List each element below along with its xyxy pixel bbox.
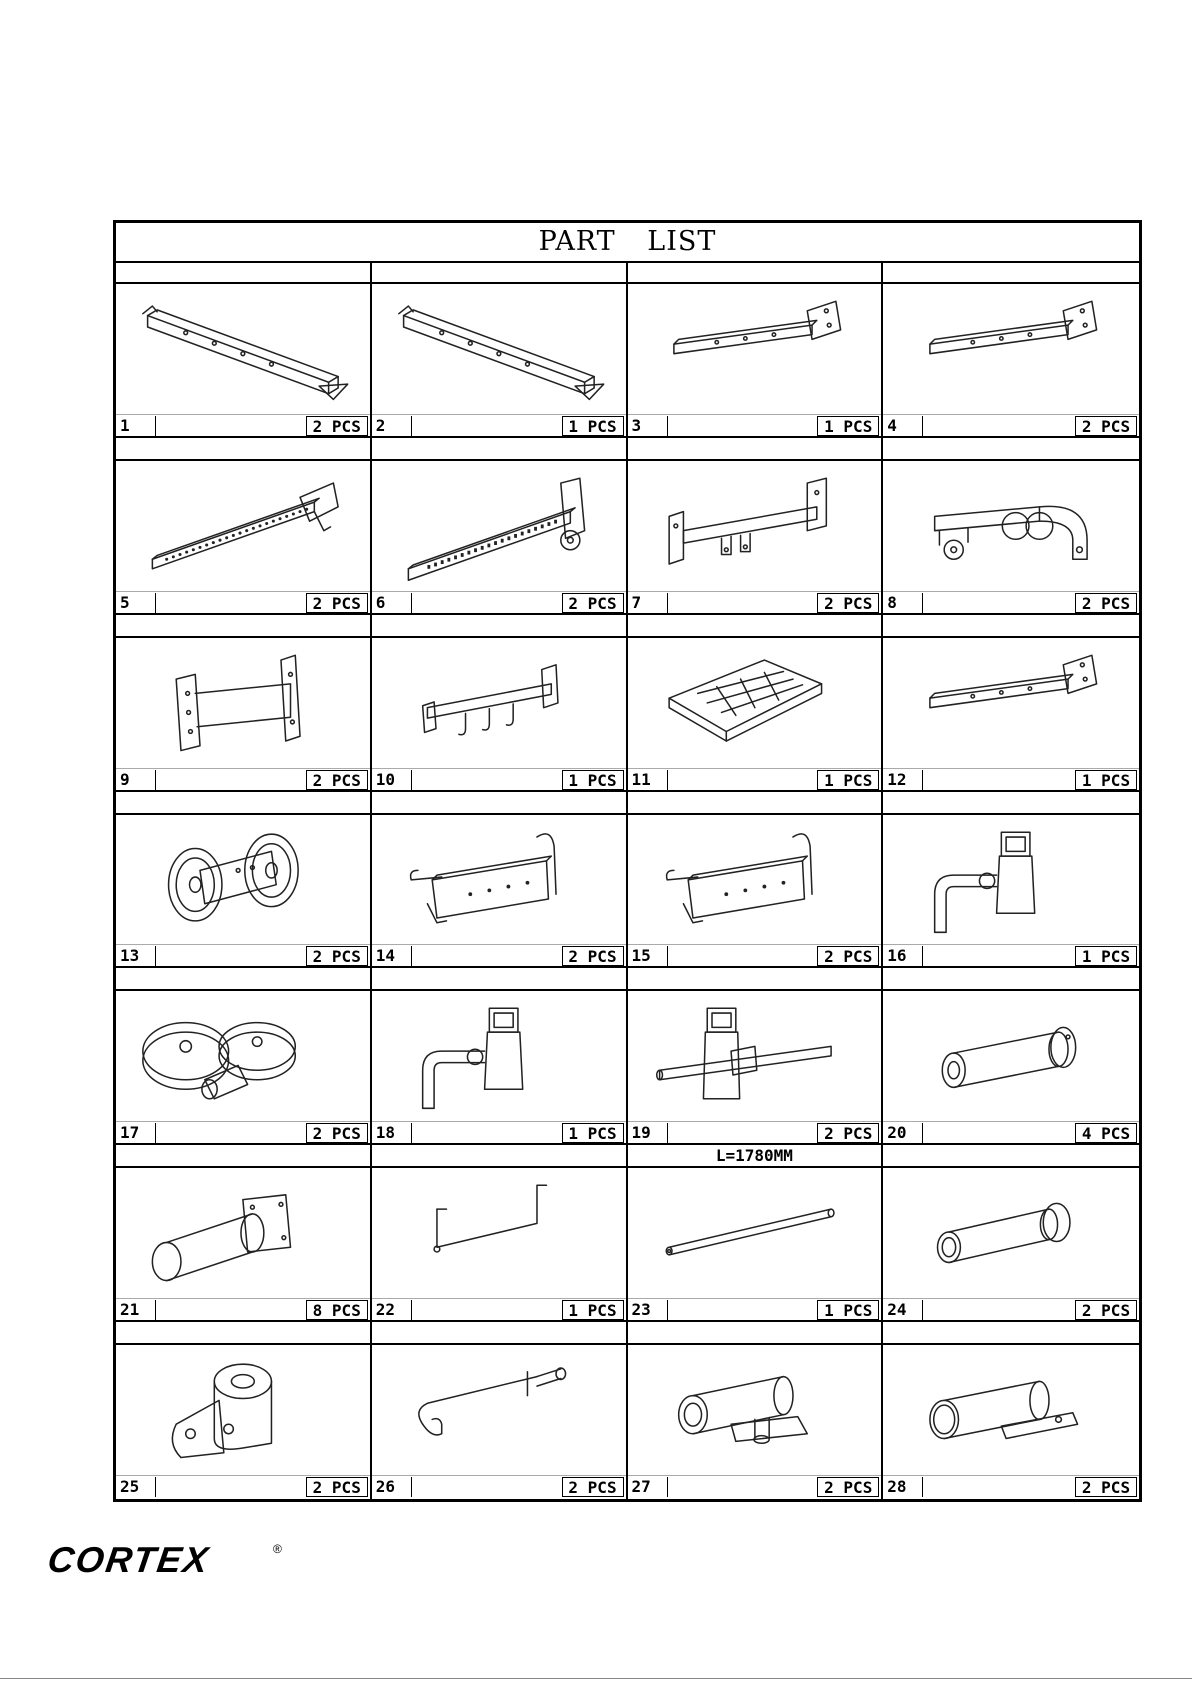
part-note: [372, 1145, 626, 1168]
part-quantity: 4 PCS: [1075, 1123, 1137, 1143]
part-cell: [372, 968, 628, 1145]
part-note: [372, 968, 626, 991]
part-cell: [116, 1322, 372, 1499]
part-quantity: 1 PCS: [562, 416, 624, 436]
part-cell: [883, 615, 1139, 792]
parts-row: [116, 261, 1139, 438]
ladder-grip-icon: [634, 641, 876, 765]
part-note: [372, 1322, 626, 1345]
part-footer: [883, 768, 1139, 792]
part-note: L=1780MM: [628, 1145, 882, 1168]
part-quantity: 1 PCS: [817, 1300, 879, 1320]
part-quantity: 2 PCS: [1075, 416, 1137, 436]
part-footer: [372, 1298, 626, 1322]
part-quantity: 1 PCS: [1075, 946, 1137, 966]
part-quantity: 2 PCS: [817, 593, 879, 613]
part-cell: [628, 615, 884, 792]
part-cell: [628, 1145, 884, 1322]
long-rod-icon: [634, 1171, 876, 1295]
part-note: [628, 968, 882, 991]
part-footer: [883, 414, 1139, 438]
plate-peg-icon: [122, 1171, 364, 1295]
part-cell: [116, 792, 372, 969]
part-cell: [628, 438, 884, 615]
flanged-sleeve-icon: [889, 1171, 1133, 1295]
sleeve-handle-icon: [378, 994, 620, 1118]
part-footer: [116, 414, 370, 438]
part-quantity: 1 PCS: [817, 416, 879, 436]
part-number: 18: [374, 1123, 412, 1143]
part-quantity: 8 PCS: [306, 1300, 368, 1320]
registered-mark: ®: [273, 1542, 282, 1556]
parts-row: [116, 438, 1139, 615]
part-footer: [628, 944, 882, 968]
part-note: [628, 615, 882, 638]
perforated-upright-pulley-icon: [378, 464, 620, 588]
part-note: [883, 968, 1139, 991]
part-note: [116, 438, 370, 461]
part-note: [372, 615, 626, 638]
sleeve-bar-icon: [634, 994, 876, 1118]
part-number: 7: [630, 593, 668, 613]
part-note: [883, 615, 1139, 638]
part-note: [883, 261, 1139, 284]
part-note: [883, 1322, 1139, 1345]
part-note: [116, 792, 370, 815]
part-cell: [372, 261, 628, 438]
part-number: 21: [118, 1300, 156, 1320]
part-cell: [883, 968, 1139, 1145]
part-quantity: 2 PCS: [306, 946, 368, 966]
part-number: 19: [630, 1123, 668, 1143]
part-cell: [116, 615, 372, 792]
part-number: 10: [374, 770, 412, 790]
part-note: [883, 1145, 1139, 1168]
part-quantity: 2 PCS: [817, 1123, 879, 1143]
part-footer: [372, 768, 626, 792]
part-cell: [372, 615, 628, 792]
part-quantity: 2 PCS: [817, 946, 879, 966]
part-note: [116, 1145, 370, 1168]
part-cell: [883, 792, 1139, 969]
j-hook-bracket-icon: [378, 818, 620, 942]
part-footer: [116, 768, 370, 792]
part-footer: [116, 944, 370, 968]
part-footer: [372, 1121, 626, 1145]
part-number: 15: [630, 946, 668, 966]
part-quantity: 2 PCS: [306, 1123, 368, 1143]
sleeve-with-pin-icon: [634, 1348, 876, 1472]
parts-grid: [116, 261, 1139, 1499]
part-footer: [116, 1298, 370, 1322]
part-cell: [628, 1322, 884, 1499]
part-note: [116, 261, 370, 284]
part-note: [116, 615, 370, 638]
part-footer: [628, 591, 882, 615]
part-cell: [883, 261, 1139, 438]
part-number: 23: [630, 1300, 668, 1320]
part-note: [372, 261, 626, 284]
part-list-table: [113, 220, 1142, 1502]
plate-connector-icon: [122, 641, 364, 765]
part-footer: [372, 1475, 626, 1499]
part-number: 24: [885, 1300, 923, 1320]
part-number: 26: [374, 1477, 412, 1497]
part-number: 1: [118, 416, 156, 436]
part-quantity: 1 PCS: [817, 770, 879, 790]
part-number: 11: [630, 770, 668, 790]
part-number: 2: [374, 416, 412, 436]
part-footer: [883, 1298, 1139, 1322]
part-note: [628, 438, 882, 461]
tube-with-plate-icon: [889, 641, 1133, 765]
part-note: [883, 438, 1139, 461]
sleeve-handle-icon: [889, 818, 1133, 942]
parts-row: [116, 968, 1139, 1145]
part-footer: [628, 768, 882, 792]
part-cell: [372, 438, 628, 615]
part-number: 12: [885, 770, 923, 790]
part-number: 3: [630, 416, 668, 436]
part-quantity: 2 PCS: [1075, 593, 1137, 613]
part-quantity: 2 PCS: [306, 770, 368, 790]
j-hook-bracket-icon: [634, 818, 876, 942]
perforated-upright-icon: [122, 464, 364, 588]
part-number: 13: [118, 946, 156, 966]
part-number: 17: [118, 1123, 156, 1143]
part-cell: [628, 792, 884, 969]
part-footer: [628, 414, 882, 438]
part-number: 8: [885, 593, 923, 613]
part-footer: [372, 414, 626, 438]
part-footer: [372, 944, 626, 968]
page-divider: [0, 1678, 1192, 1679]
part-number: 28: [885, 1477, 923, 1497]
part-footer: [883, 591, 1139, 615]
part-footer: [883, 944, 1139, 968]
part-number: 25: [118, 1477, 156, 1497]
part-footer: [116, 1121, 370, 1145]
part-quantity: 2 PCS: [1075, 1300, 1137, 1320]
part-cell: [372, 1322, 628, 1499]
long-frame-tube-icon: [378, 287, 620, 411]
page-title: PART LIST: [116, 223, 1139, 263]
part-cell: [883, 438, 1139, 615]
part-quantity: 1 PCS: [562, 770, 624, 790]
part-quantity: 1 PCS: [562, 1123, 624, 1143]
part-quantity: 1 PCS: [562, 1300, 624, 1320]
part-quantity: 2 PCS: [306, 593, 368, 613]
pulley-arm-icon: [889, 464, 1133, 588]
sleeve-with-tab-icon: [889, 1348, 1133, 1472]
parts-row: [116, 792, 1139, 969]
part-quantity: 2 PCS: [562, 946, 624, 966]
part-quantity: 2 PCS: [562, 593, 624, 613]
part-footer: [628, 1298, 882, 1322]
part-quantity: 2 PCS: [1075, 1477, 1137, 1497]
part-footer: [116, 591, 370, 615]
part-number: 6: [374, 593, 412, 613]
part-footer: [116, 1475, 370, 1499]
pulley-block-icon: [122, 994, 364, 1118]
part-number: 4: [885, 416, 923, 436]
part-footer: [372, 591, 626, 615]
part-cell: [116, 438, 372, 615]
part-number: 27: [630, 1477, 668, 1497]
part-cell: [628, 968, 884, 1145]
part-cell: [883, 1322, 1139, 1499]
part-cell: [116, 1145, 372, 1322]
part-note: [372, 438, 626, 461]
part-note: [628, 1322, 882, 1345]
part-cell: [116, 261, 372, 438]
part-cell: [116, 968, 372, 1145]
part-note: [372, 792, 626, 815]
part-note: [628, 261, 882, 284]
u-rod-icon: [378, 1171, 620, 1295]
part-cell: [883, 1145, 1139, 1322]
part-note: [116, 1322, 370, 1345]
part-cell: [372, 1145, 628, 1322]
part-footer: [883, 1121, 1139, 1145]
part-cell: [628, 261, 884, 438]
part-footer: [628, 1121, 882, 1145]
hook-rod-icon: [378, 1348, 620, 1472]
part-note: [883, 792, 1139, 815]
part-number: 9: [118, 770, 156, 790]
part-number: 22: [374, 1300, 412, 1320]
bracket-beam-icon: [634, 464, 876, 588]
brand-wordmark: CORTEX: [45, 1539, 213, 1580]
parts-row: [116, 615, 1139, 792]
clevis-bracket-icon: [122, 1348, 364, 1472]
part-number: 20: [885, 1123, 923, 1143]
double-pulley-icon: [122, 818, 364, 942]
part-footer: [628, 1475, 882, 1499]
part-note: [116, 968, 370, 991]
brand-logo: [45, 1539, 282, 1580]
part-footer: [883, 1475, 1139, 1499]
part-number: 14: [374, 946, 412, 966]
part-quantity: 2 PCS: [817, 1477, 879, 1497]
parts-row: [116, 1322, 1139, 1499]
sleeve-tube-icon: [889, 994, 1133, 1118]
part-quantity: 2 PCS: [562, 1477, 624, 1497]
part-number: 5: [118, 593, 156, 613]
tube-with-plate-icon: [889, 287, 1133, 411]
long-frame-tube-icon: [122, 287, 364, 411]
parts-row: [116, 1145, 1139, 1322]
tube-with-plate-icon: [634, 287, 876, 411]
part-cell: [372, 792, 628, 969]
part-number: 16: [885, 946, 923, 966]
part-quantity: 1 PCS: [1075, 770, 1137, 790]
part-quantity: 2 PCS: [306, 416, 368, 436]
part-quantity: 2 PCS: [306, 1477, 368, 1497]
hook-rack-icon: [378, 641, 620, 765]
part-note: [628, 792, 882, 815]
